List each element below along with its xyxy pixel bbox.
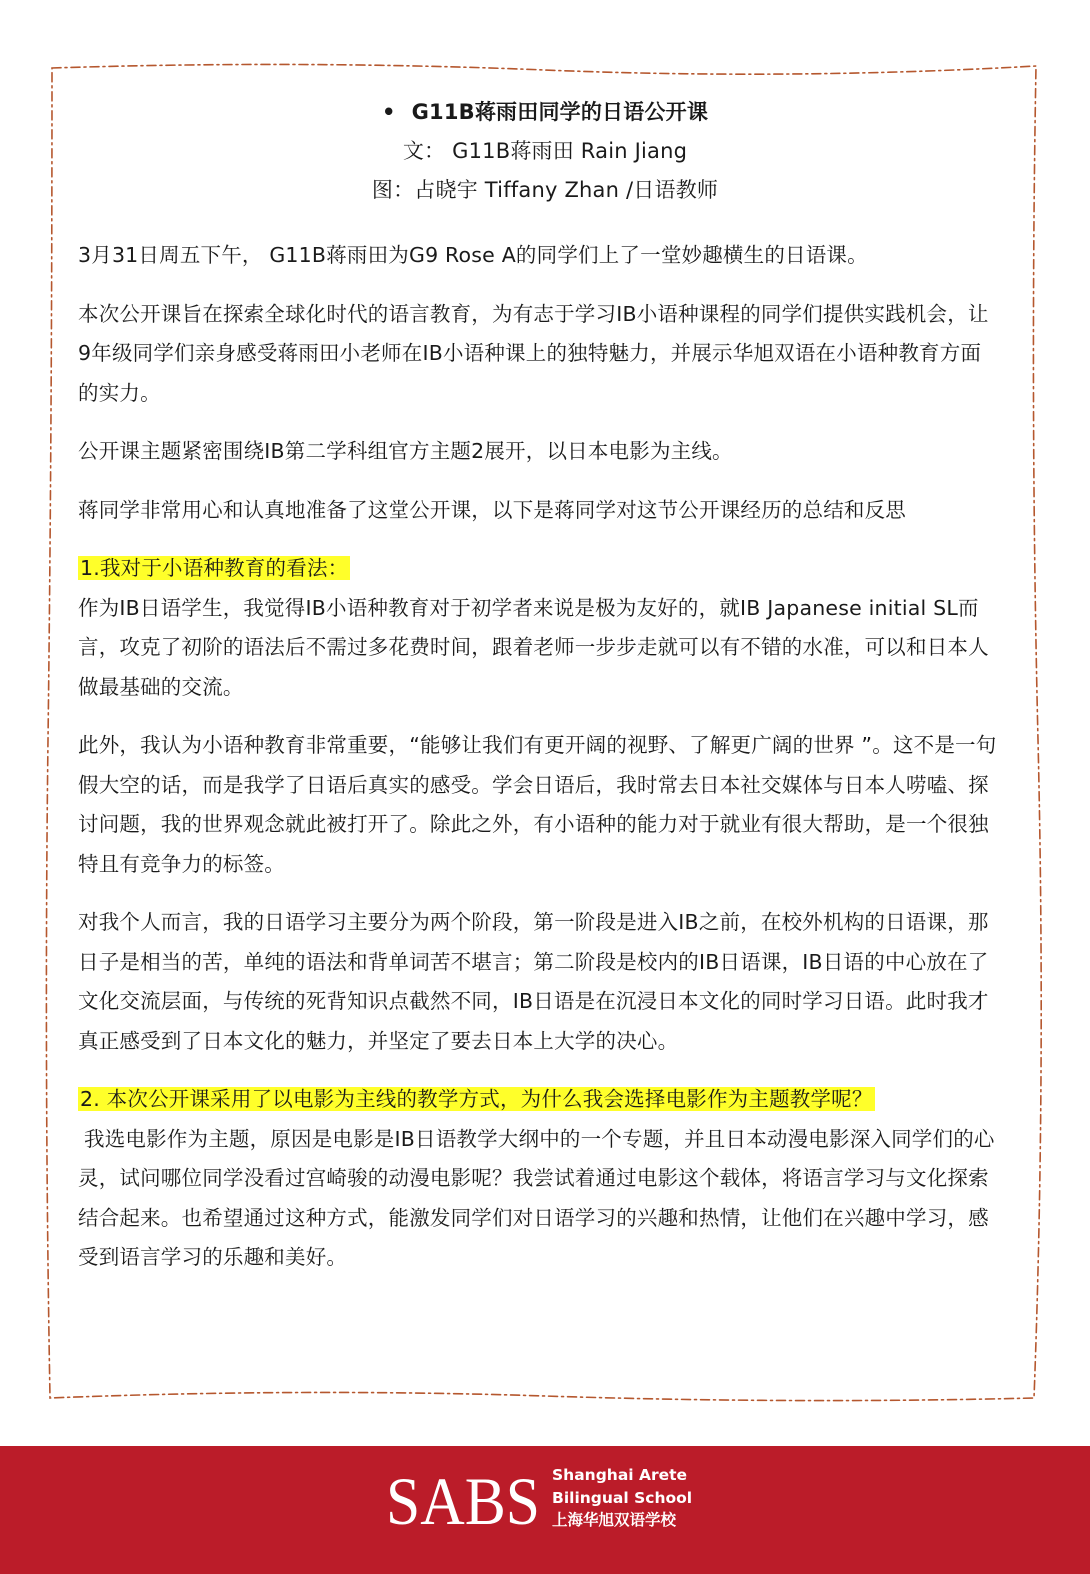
school-footer-bar <box>0 1446 1090 1574</box>
school-name <box>552 1464 692 1532</box>
section-1-paragraph: 此外，我认为小语种教育非常重要，“能够让我们有更开阔的视野、了解更广阔的世界 ”。这不是一句假大空的话，而是我学了日语后真实的感受。学会日语后，我时常去日本社交媒体与日本人唠嗑、探讨问题，我的世界观念就此被打开了。除此之外，有小语种的能力对于就业有很大帮助，是一个很独特且有竞争力的标签。 <box>78 733 997 876</box>
article-title <box>92 92 998 132</box>
article-body <box>78 92 998 1297</box>
photo-credit: 图：占晓宇 Tiffany Zhan /日语教师 <box>371 178 719 202</box>
intro-paragraph: 3月31日周五下午， G11B蒋雨田为G9 Rose A的同学们上了一堂妙趣横生的日语课。 <box>78 243 868 267</box>
sabs-logo-mark <box>384 1462 544 1534</box>
intro-paragraph: 公开课主题紧密围绕IB第二学科组官方主题2展开，以日本电影为主线。 <box>78 439 733 463</box>
section-1-heading <box>78 549 998 589</box>
title-bullet: • <box>381 100 396 124</box>
school-name-line-2: Bilingual School <box>552 1488 693 1507</box>
svg-text:SABS: SABS <box>386 1463 540 1534</box>
section-2-heading-text: 2. 本次公开课采用了以电影为主线的教学方式，为什么我会选择电影作为主题教学呢？ <box>80 1087 873 1111</box>
article-title-text: G11B蒋雨田同学的日语公开课 <box>411 100 709 124</box>
section-2-paragraph: 我选电影作为主题，原因是电影是IB日语教学大纲中的一个专题，并且日本动漫电影深入同学们的心灵，试问哪位同学没看过宫崎骏的动漫电影呢？我尝试着通过电影这个载体，将语言学习与文化探索结合起来。也希望通过这种方式，能激发同学们对日语学习的兴趣和热情，让他们在兴趣中学习，感受到语言学习的乐趣和美好。 <box>78 1126 995 1269</box>
article-header <box>78 92 998 210</box>
school-name-line-1: Shanghai Arete <box>552 1466 688 1484</box>
author-credit: 文： G11B蒋雨田 Rain Jiang <box>402 139 688 163</box>
section-1-paragraph: 对我个人而言，我的日语学习主要分为两个阶段，第一阶段是进入IB之前，在校外机构的日语课，那日子是相当的苦，单纯的语法和背单词苦不堪言；第二阶段是校内的IB日语课，IB日语的中心放在了文化交流层面，与传统的死背知识点截然不同，IB日语是在沉浸日本文化的同时学习日语。此时我才真正感受到了日本文化的魅力，并坚定了要去日本上大学的决心。 <box>78 910 989 1053</box>
school-name-chinese: 上海华旭双语学校 <box>552 1511 677 1529</box>
intro-paragraph: 蒋同学非常用心和认真地准备了这堂公开课，以下是蒋同学对这节公开课经历的总结和反思 <box>78 497 906 522</box>
section-1-paragraph: 作为IB日语学生，我觉得IB小语种教育对于初学者来说是极为友好的，就IB Japanese initial SL而言，攻克了初阶的语法后不需过多花费时间，跟着老师一步步走就可以有不错的水准，可以和日本人做最基础的交流。 <box>78 595 989 699</box>
intro-paragraph: 本次公开课旨在探索全球化时代的语言教育，为有志于学习IB小语种课程的同学们提供实践机会，让9年级同学们亲身感受蒋雨田小老师在IB小语种课上的独特魅力，并展示华旭双语在小语种教育方面的实力。 <box>78 301 989 405</box>
section-1-heading-text: 1.我对于小语种教育的看法： <box>80 556 349 580</box>
section-2-heading <box>78 1080 998 1120</box>
